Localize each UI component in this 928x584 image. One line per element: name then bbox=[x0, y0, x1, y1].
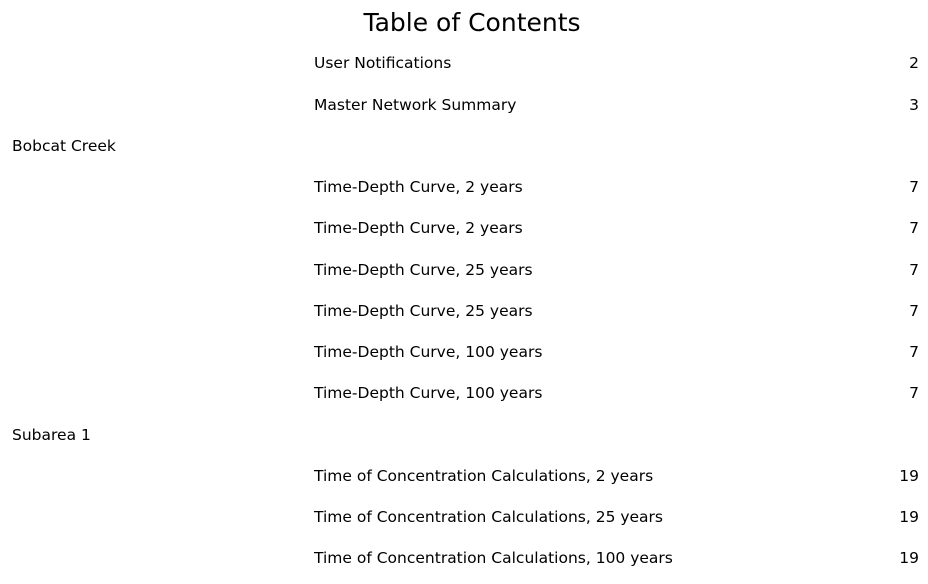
toc-entry-label: Time of Concentration Calculations, 25 years bbox=[314, 508, 664, 526]
toc-entry-label: Time-Depth Curve, 100 years bbox=[314, 343, 543, 361]
toc-entry-label: Time of Concentration Calculations, 2 years bbox=[314, 467, 654, 485]
toc-entry-page: 19 bbox=[899, 508, 919, 526]
toc-entry[interactable] bbox=[0, 464, 928, 488]
toc-entry[interactable] bbox=[0, 93, 928, 117]
toc-entry-page: 19 bbox=[899, 467, 919, 485]
toc-entry-page: 2 bbox=[909, 54, 919, 72]
toc-entry-label: Time-Depth Curve, 25 years bbox=[314, 261, 533, 279]
toc-entry-page: 7 bbox=[909, 219, 919, 237]
toc-entry-label: Time-Depth Curve, 100 years bbox=[314, 384, 543, 402]
toc-entry-page: 3 bbox=[909, 96, 919, 114]
toc-entry-page: 7 bbox=[909, 384, 919, 402]
toc-section-heading[interactable] bbox=[0, 134, 928, 158]
toc-entry[interactable] bbox=[0, 258, 928, 282]
toc-section-label: Subarea 1 bbox=[12, 426, 91, 444]
toc-entry-page: 7 bbox=[909, 343, 919, 361]
toc-section-label: Bobcat Creek bbox=[12, 137, 116, 155]
toc-entry[interactable] bbox=[0, 299, 928, 323]
toc-entry[interactable] bbox=[0, 216, 928, 240]
toc-entry[interactable] bbox=[0, 175, 928, 199]
toc-entry-label: Time of Concentration Calculations, 100 years bbox=[314, 549, 673, 567]
toc-entry[interactable] bbox=[0, 505, 928, 529]
toc-entry[interactable] bbox=[0, 381, 928, 405]
toc-entry[interactable] bbox=[0, 51, 928, 75]
toc-entry-page: 19 bbox=[899, 549, 919, 567]
toc-entry-label: Time-Depth Curve, 25 years bbox=[314, 302, 533, 320]
toc-entry-label: Time-Depth Curve, 2 years bbox=[314, 178, 523, 196]
toc-entry-page: 7 bbox=[909, 261, 919, 279]
toc-entry-label: User Notifications bbox=[314, 54, 452, 72]
toc-section-heading[interactable] bbox=[0, 423, 928, 447]
page-title: Table of Contents bbox=[363, 8, 581, 37]
toc-entry-page: 7 bbox=[909, 178, 919, 196]
toc-entry[interactable] bbox=[0, 546, 928, 570]
toc-entry-page: 7 bbox=[909, 302, 919, 320]
toc-entry[interactable] bbox=[0, 340, 928, 364]
toc-entry-label: Time-Depth Curve, 2 years bbox=[314, 219, 523, 237]
toc-entry-label: Master Network Summary bbox=[314, 96, 517, 114]
